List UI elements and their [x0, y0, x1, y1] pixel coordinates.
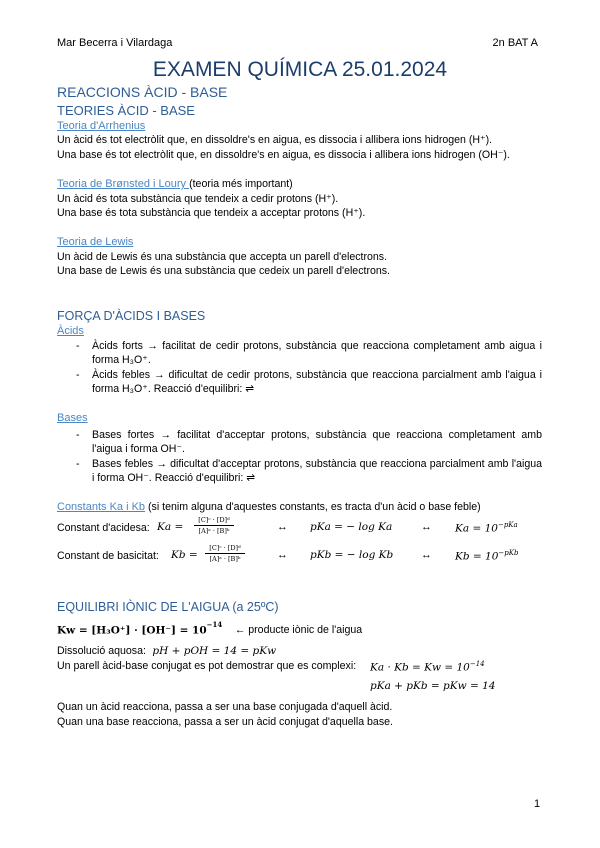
bronsted-line	[57, 177, 293, 191]
kb-arrow-2: ↔	[421, 549, 432, 561]
kb-lhs: Kb =	[171, 549, 198, 561]
kb-numerator: [C]ᶜ · [D]ᵈ	[205, 544, 245, 554]
arrhenius-acid: Un àcid és tot electròlit que, en dissoldre's en aigua, es dissocia i allibera ions hidrogen (H⁺).	[57, 134, 493, 146]
list-item-strong-bases: - Bases fortes → facilitat d'acceptar protons, substància que reacciona completament amb l'aigua i forma OH⁻.	[76, 429, 542, 455]
pkb-equation: pKb = − log Kb	[310, 549, 394, 561]
ka-fraction	[194, 516, 234, 535]
kw-exponent: −14	[206, 620, 223, 629]
subheading-theories: TEORIES ÀCID - BASE	[57, 103, 195, 118]
list-item-weak-bases: - Bases febles → dificultat d'acceptar protons, substància que reacciona parcialment amb l'aigua i forma OH⁻. Reacció d'equilibri: ⇌	[76, 458, 542, 484]
conjugate-equation-2: pKa + pKb = pKw = 14	[370, 680, 496, 692]
ka-exponent: −pKa	[497, 521, 518, 529]
bronsted-note: (teoria més important)	[189, 178, 293, 190]
bronsted-acid: Un àcid és tota substància que tendeix a cedir protons (H⁺).	[57, 193, 339, 205]
kb-exponent: −pKb	[498, 549, 519, 557]
conj-exponent: −14	[469, 660, 485, 668]
section-heading-water-equilibrium: EQUILIBRI IÒNIC DE L'AIGUA (a 25ºC)	[57, 600, 279, 614]
section-heading-acid-base: REACCIONS ÀCID - BASE	[57, 84, 228, 100]
acid-constant-label: Constant d'acidesa:	[57, 522, 150, 534]
link-acids[interactable]: Àcids	[57, 325, 84, 337]
ka-power-base: Ka = 10	[455, 522, 498, 535]
ka-lhs: Ka =	[157, 521, 184, 533]
aqueous-line	[57, 641, 276, 659]
kw-note: ← producte iònic de l'aigua	[234, 624, 363, 637]
pka-equation: pKa = − log Ka	[310, 521, 393, 533]
list-item-strong-acids: - Àcids forts → facilitat de cedir protons, substància que reacciona completament amb aigua i forma H₃O⁺.	[76, 340, 542, 366]
conjugate-text: Un parell àcid-base conjugat es pot demostrar que es complexi:	[57, 660, 357, 672]
page-number: 1	[534, 798, 541, 810]
ka-power	[455, 521, 518, 535]
link-constants[interactable]: Constants Ka i Kb	[57, 501, 146, 513]
acid-reacts-text: Quan un àcid reacciona, passa a ser una base conjugada d'aquell àcid.	[57, 701, 393, 713]
constants-note: (si tenim alguna d'aquestes constants, es tracta d'un àcid o base feble)	[145, 501, 481, 513]
kb-power	[455, 549, 518, 563]
lewis-base: Una base de Lewis és una substància que cedeix un parell d'electrons.	[57, 265, 390, 277]
kb-arrow-1: ↔	[277, 549, 288, 561]
link-arrhenius[interactable]: Teoria d'Arrhenius	[57, 120, 146, 132]
section-heading-strength: FORÇA D'ÀCIDS I BASES	[57, 309, 206, 323]
ka-arrow-1: ↔	[277, 521, 288, 533]
kw-line	[57, 620, 362, 638]
conjugate-equation-1	[370, 660, 485, 674]
arrhenius-base: Una base és tot electròlit que, en dissoldre's en aigua, es dissocia i allibera ions hidrogen (OH⁻).	[57, 149, 510, 161]
ka-arrow-2: ↔	[421, 521, 432, 533]
header-class: 2n BAT A	[492, 37, 538, 49]
strong-acids-text: Àcids forts → facilitat de cedir protons, substància que reacciona completament amb aigua i forma H₃O⁺.	[92, 340, 542, 366]
header-author: Mar Becerra i Vilardaga	[57, 37, 173, 49]
constants-line	[57, 500, 481, 514]
link-lewis[interactable]: Teoria de Lewis	[57, 236, 134, 248]
page-title: EXAMEN QUÍMICA 25.01.2024	[152, 58, 448, 81]
weak-bases-text: Bases febles → dificultat d'acceptar protons, substància que reacciona parcialment amb l'aigua i forma OH⁻. Reacció d'equilibri: ⇌	[92, 458, 542, 484]
aqueous-label: Dissolució aquosa:	[57, 645, 146, 657]
kb-power-base: Kb = 10	[455, 550, 499, 563]
link-bronsted[interactable]: Teoria de Brønsted i Loury	[57, 178, 190, 190]
aqueous-equation: pH + pOH = 14 = pKw	[152, 645, 277, 657]
base-constant-label: Constant de basicitat:	[57, 550, 159, 562]
link-bases[interactable]: Bases	[57, 412, 88, 424]
bronsted-base: Una base és tota substància que tendeix a acceptar protons (H⁺).	[57, 207, 366, 219]
weak-acids-text: Àcids febles → dificultat de cedir protons, substància que reacciona parcialment amb l'aigua i forma H₃O⁺. Reacció d'equilibri: ⇌	[92, 369, 542, 395]
conj-eq1-base: Ka · Kb = Kw = 10	[370, 661, 470, 674]
list-item-weak-acids: - Àcids febles → dificultat de cedir protons, substància que reacciona parcialment amb l'aigua i forma H₃O⁺. Reacció d'equilibri: ⇌	[76, 369, 542, 395]
ka-denominator: [A]ᵃ · [B]ᵇ	[198, 527, 230, 535]
base-reacts-text: Quan una base reacciona, passa a ser un àcid conjugat d'aquella base.	[57, 716, 393, 728]
ka-numerator: [C]ᶜ · [D]ᵈ	[194, 516, 234, 526]
kb-fraction	[205, 544, 245, 563]
kb-denominator: [A]ᵃ · [B]ᵇ	[209, 555, 241, 563]
kw-equation: Kw = [H₃O⁺] · [OH⁻] = 10	[57, 624, 207, 637]
strong-bases-text: Bases fortes → facilitat d'acceptar protons, substància que reacciona completament amb l'aigua i forma OH⁻.	[92, 429, 542, 455]
lewis-acid: Un àcid de Lewis és una substància que accepta un parell d'electrons.	[57, 251, 388, 263]
